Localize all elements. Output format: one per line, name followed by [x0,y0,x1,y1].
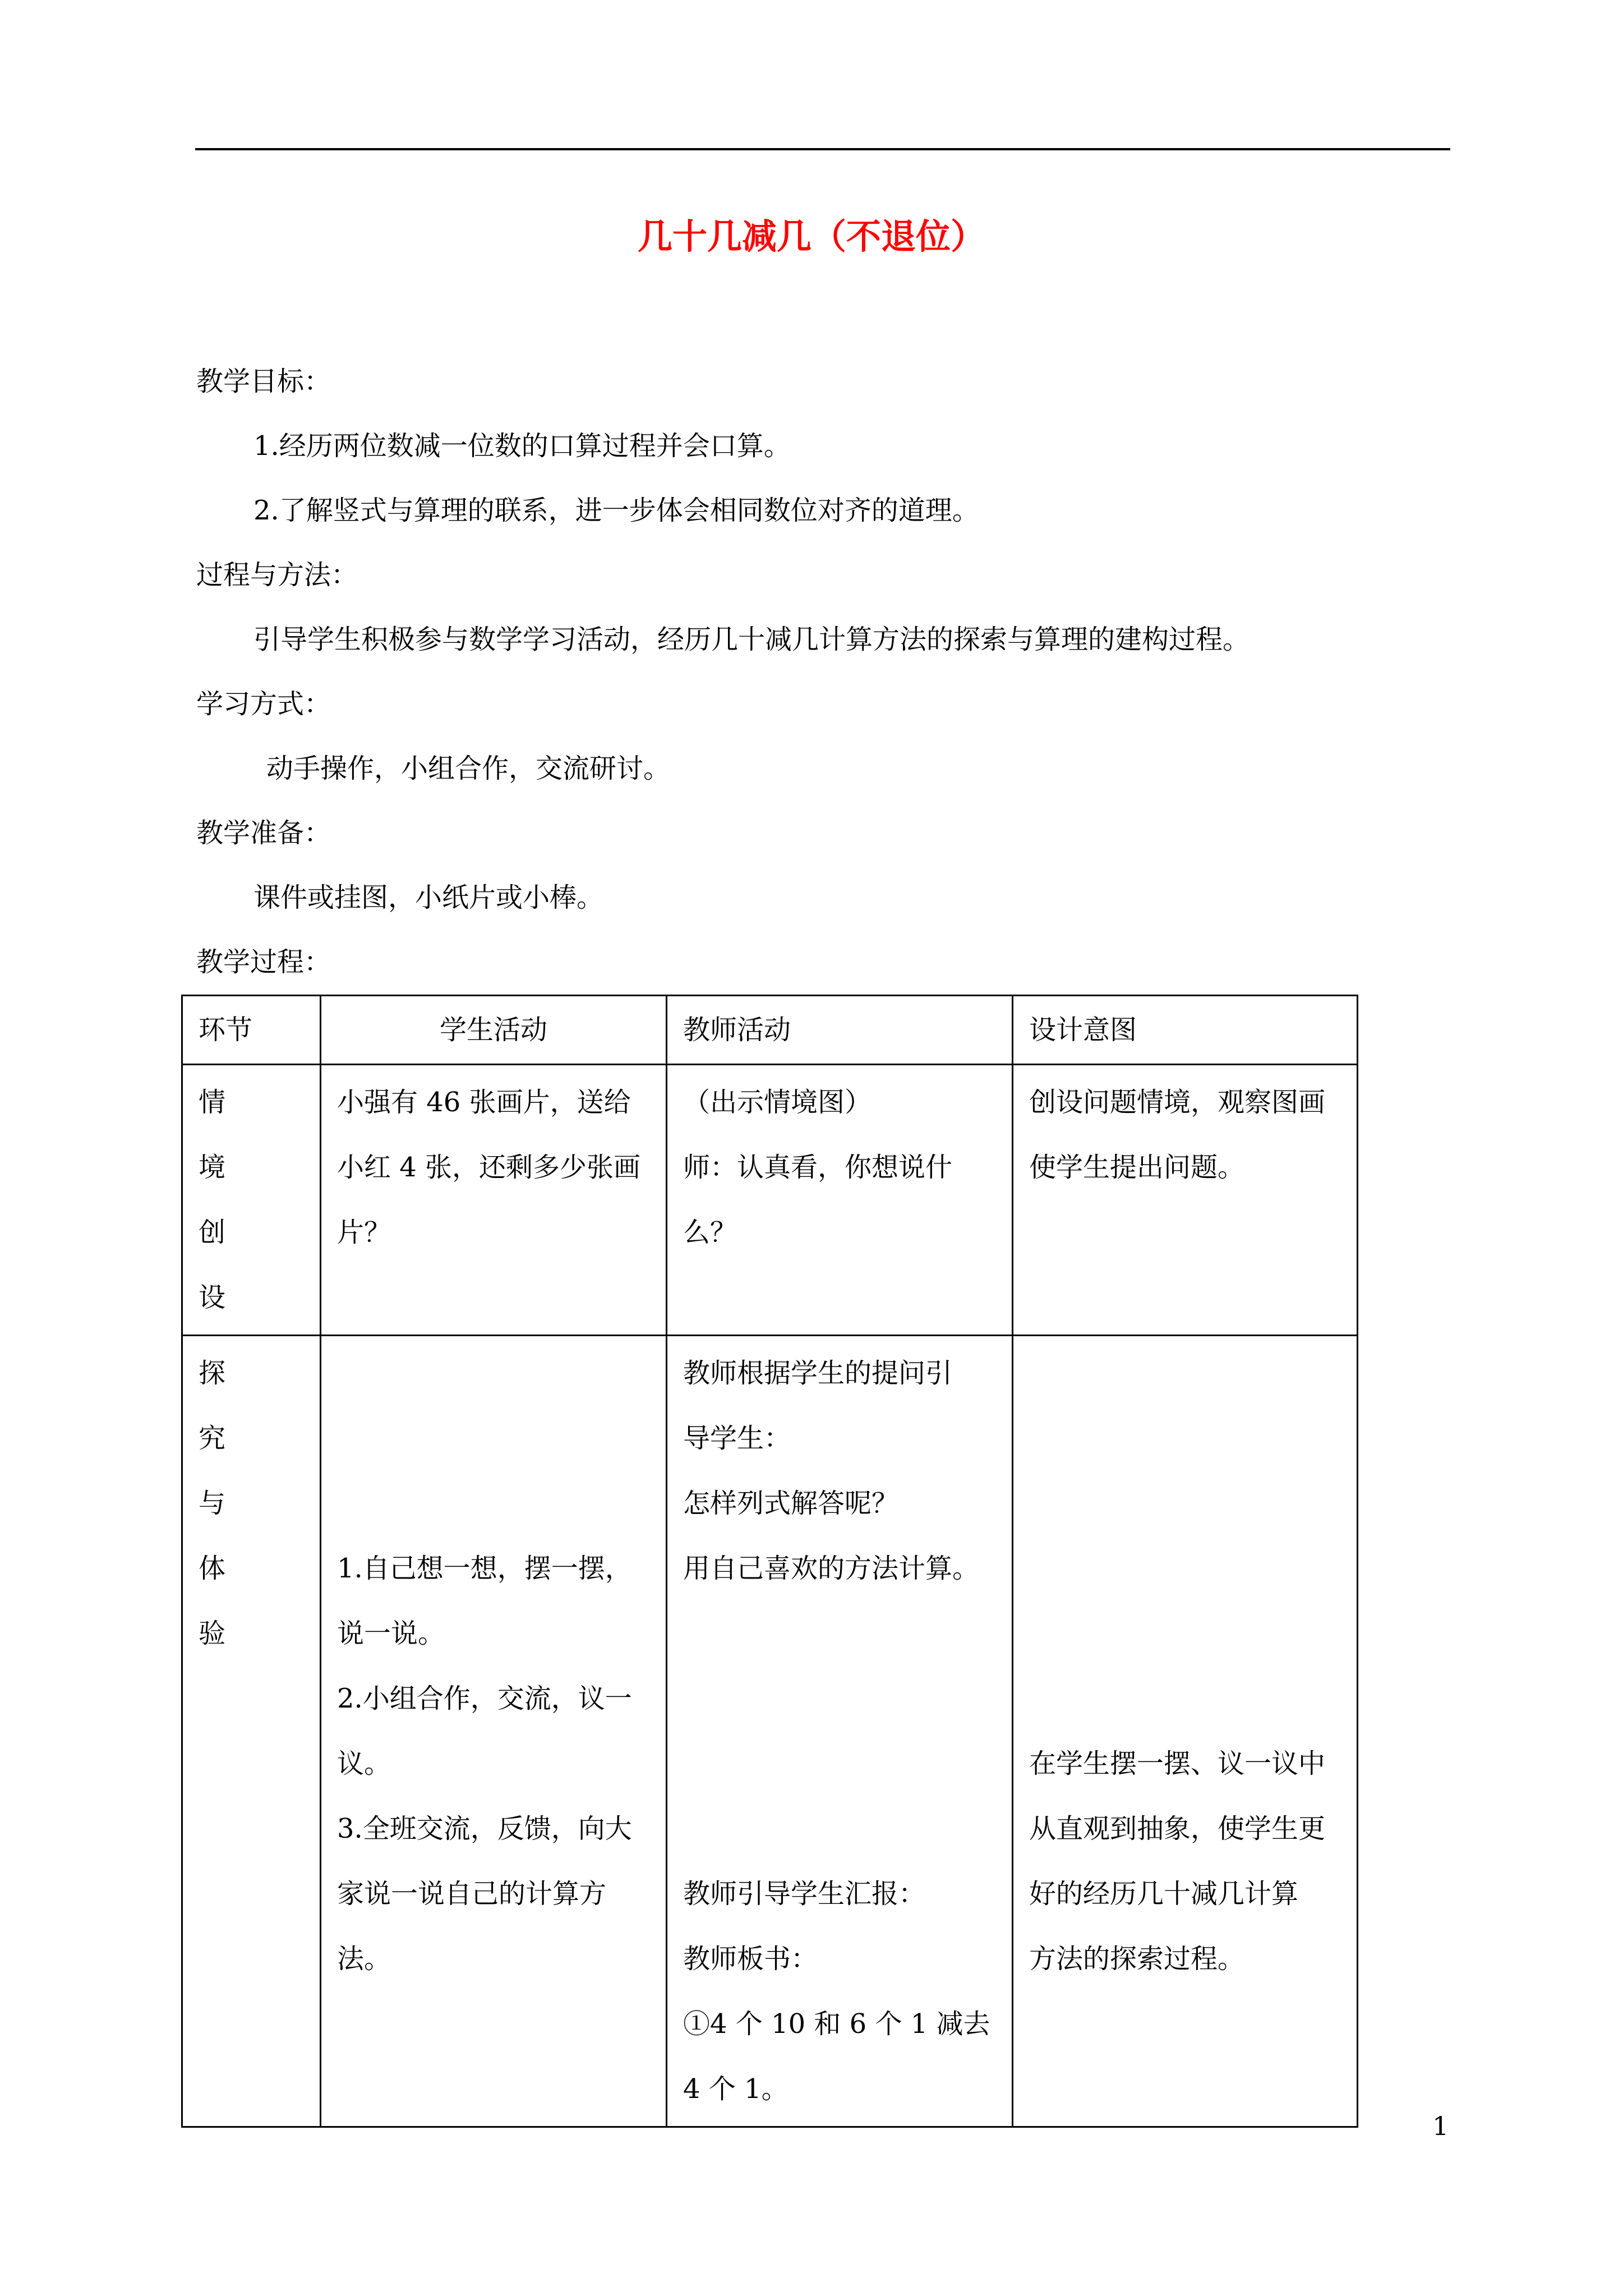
process-heading: 过程与方法： [196,559,358,591]
goal-1: 1.经历两位数减一位数的口算过程并会口算。 [253,430,791,462]
page-title: 几十几减几（不退位） [637,216,985,257]
stage-situation: 情 境 创 设 [182,1065,321,1336]
prep-text: 课件或挂图，小纸片或小棒。 [253,882,604,913]
style-heading: 学习方式： [196,688,331,720]
prep-heading: 教学准备： [196,817,331,849]
steps-heading: 教学过程： [196,946,331,978]
teacher-activity-cell: 教师根据学生的提问引 导学生： 怎样列式解答呢？ 用自己喜欢的方法计算。 教师引导学生汇报： 教师板书： ①4 个 10 和 6 个 1 减去 4 个 1。 [667,1336,1013,2127]
table-row [182,1336,1358,2127]
goal-2: 2.了解竖式与算理的联系，进一步体会相同数位对齐的道理。 [253,495,979,526]
header-student-activity: 学生活动 [321,996,667,1065]
student-activity-cell: 1.自己想一想，摆一摆， 说一说。 2.小组合作，交流，议一 议。 3.全班交流，反馈，向大 家说一说自己的计算方 法。 [321,1336,667,2127]
stage-explore: 探 究 与 体 验 [182,1336,321,2127]
teaching-process-table [181,995,1358,2128]
page-number: 1 [1432,2111,1449,2141]
header-teacher-activity: 教师活动 [667,996,1013,1065]
table-header-row [182,996,1358,1065]
process-text: 引导学生积极参与数学学习活动，经历几十减几计算方法的探索与算理的建构过程。 [253,624,1250,655]
goals-heading: 教学目标： [196,366,331,397]
design-intent-cell: 创设问题情境，观察图画 使学生提出问题。 [1013,1065,1358,1336]
teacher-activity-cell: （出示情境图） 师：认真看，你想说什么？ [667,1065,1013,1336]
header-stage: 环节 [182,996,321,1065]
header-rule [195,148,1450,150]
style-text: 动手操作，小组合作，交流研讨。 [266,753,671,784]
design-intent-cell: 在学生摆一摆、议一议中 从直观到抽象，使学生更 好的经历几十减几计算 方法的探索过程。 [1013,1336,1358,2127]
header-design-intent: 设计意图 [1013,996,1358,1065]
student-activity-cell: 小强有 46 张画片，送给 小红 4 张，还剩多少张画 片？ [321,1065,667,1336]
table-row [182,1065,1358,1336]
